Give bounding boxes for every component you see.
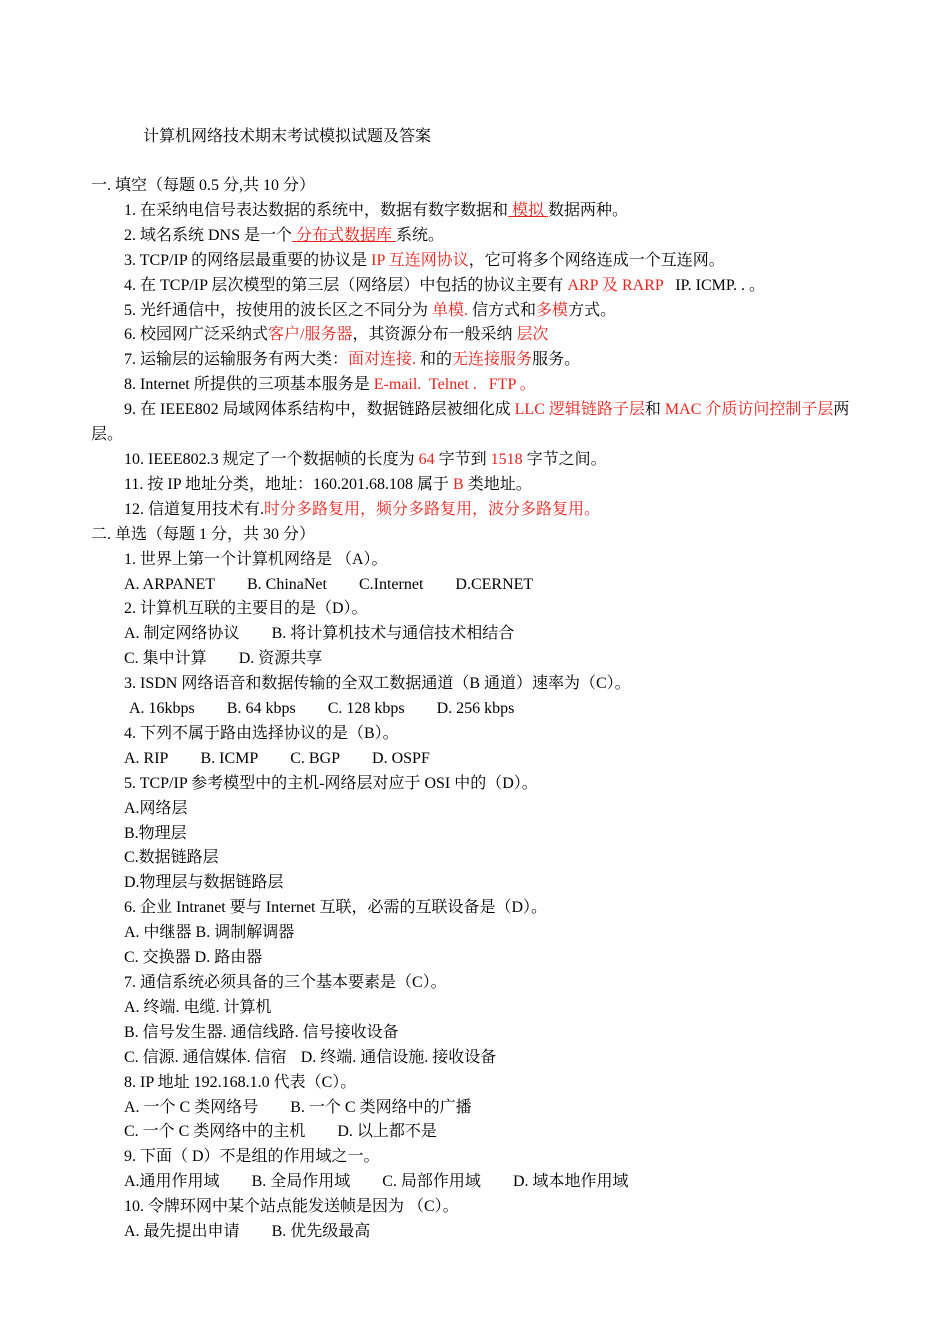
option-text: B. ICMP: [200, 749, 259, 767]
document-body: [91, 174, 861, 1245]
document-title: 计算机网络技术期末考试模拟试题及答案: [143, 128, 432, 145]
question-line: 10. 令牌环网中某个站点能发送帧是因为 （C）。: [124, 1198, 459, 1216]
q6-mid: ，其资源分布一般采纳: [352, 326, 517, 344]
fill-q3: [91, 249, 861, 274]
q4-tail: IP. ICMP. . 。: [663, 276, 765, 294]
q6-answer-1: 客户/服务器: [268, 326, 353, 344]
option-text: D. 以上都不是: [337, 1123, 437, 1141]
q1-text: 1. 在采纳电信号表达数据的系统中，数据有数字数据和: [124, 201, 509, 219]
option-text: C. 一个 C 类网络中的主机: [124, 1123, 306, 1141]
option-text: B. 全局作用域: [251, 1173, 351, 1191]
q10-answer-1: 64: [418, 450, 435, 468]
q5-mid: 信方式和: [468, 301, 537, 319]
fill-q5: [91, 299, 861, 324]
fill-q7: [91, 348, 861, 373]
q1-tail: 数据两种。: [548, 201, 629, 219]
q9-answer-2: MAC 介质访问控制子层: [664, 401, 834, 419]
question-line: C.数据链路层: [124, 849, 219, 867]
fill-q8: [91, 373, 861, 398]
options-line: [91, 1220, 861, 1245]
q4-text: 4. 在 TCP/IP 层次模型的第三层（网络层）中包括的协议主要有: [124, 276, 568, 294]
q5-answer-2: 多模: [536, 301, 569, 319]
option-text: D.CERNET: [455, 575, 534, 593]
option-text: A. RIP: [124, 749, 169, 767]
fill-q10: [91, 448, 861, 473]
q10-mid: 字节到: [434, 450, 491, 468]
question-line: B. 信号发生器. 通信线路. 信号接收设备: [124, 1023, 399, 1041]
q8-answer: E-mail. Telnet . FTP 。: [373, 376, 536, 394]
options-line: [91, 573, 861, 598]
q8-text: 8. Internet 所提供的三项基本服务是: [124, 376, 374, 394]
options-line: [91, 1046, 861, 1071]
option-text: C. 信源. 通信媒体. 信宿: [124, 1048, 287, 1066]
q10-tail: 字节之间。: [522, 450, 607, 468]
fill-q2: [91, 224, 861, 249]
q3-tail: ，它可将多个网络连成一个互连网。: [468, 251, 725, 269]
option-text: D. OSPF: [372, 749, 430, 767]
question-line: A. 中继器 B. 调制解调器: [124, 924, 295, 942]
q10-answer-2: 1518: [490, 450, 523, 468]
q2-text: 2. 域名系统 DNS 是一个: [124, 226, 293, 244]
option-text: A. 一个 C 类网络号: [124, 1098, 259, 1116]
option-text: A. 最先提出申请: [124, 1223, 240, 1241]
option-text: B. ChinaNet: [246, 575, 327, 593]
options-line: [91, 747, 861, 772]
question-line: 5. TCP/IP 参考模型中的主机-网络层对应于 OSI 中的（D）。: [124, 774, 538, 792]
q10-text: 10. IEEE802.3 规定了一个数据帧的长度为: [124, 450, 419, 468]
q12-answer: 时分多路复用，频分多路复用，波分多路复用。: [264, 500, 601, 518]
option-text: D. 终端. 通信设施. 接收设备: [300, 1048, 497, 1066]
q11-tail: 类地址。: [463, 475, 532, 493]
option-text: B. 一个 C 类网络中的广播: [290, 1098, 472, 1116]
option-text: A. 制定网络协议: [124, 625, 240, 643]
option-text: A. ARPANET: [124, 575, 215, 593]
question-line: 7. 通信系统必须具备的三个基本要素是（C）。: [124, 974, 447, 991]
q9-mid: 和: [644, 401, 665, 419]
q6-answer-2: 层次: [516, 326, 549, 344]
q5-tail: 方式。: [568, 301, 617, 319]
q2-answer: 分布式数据库: [292, 226, 397, 244]
fill-q6: [91, 323, 861, 348]
q9-text: 9. 在 IEEE802 局域网体系结构中，数据链路层被细化成: [124, 401, 515, 419]
q11-text: 11. 按 IP 地址分类，地址：160.201.68.108 属于: [124, 475, 454, 493]
q11-answer: B: [453, 475, 464, 493]
question-line: B.物理层: [124, 824, 187, 842]
question-line: 6. 企业 Intranet 要与 Internet 互联，必需的互联设备是（D）。: [124, 899, 548, 917]
question-line: 3. ISDN 网络语音和数据传输的全双工数据通道（B 通道）速率为（C）。: [124, 675, 631, 693]
question-line: A. 终端. 电缆. 计算机: [124, 998, 272, 1016]
option-text: D. 域本地作用域: [512, 1173, 629, 1191]
section1-heading: 一. 填空（每题 0.5 分,共 10 分）: [91, 177, 316, 194]
multiple-choice-list: [91, 548, 861, 1245]
options-line: [91, 622, 861, 647]
fill-q9: [91, 398, 861, 448]
q7-answer-2: 无连接服务: [452, 351, 533, 369]
question-line: A.网络层: [124, 799, 188, 817]
option-text: B. 优先级最高: [271, 1223, 371, 1241]
q5-answer-1: 单模.: [432, 301, 469, 319]
fill-q4: [91, 274, 861, 299]
fill-q1: [91, 199, 861, 224]
q12-text: 12. 信道复用技术有.: [124, 500, 265, 518]
q5-text: 5. 光纤通信中，按使用的波长区之不同分为: [124, 301, 433, 319]
options-line: [91, 1120, 861, 1145]
option-text: B. 64 kbps: [226, 700, 296, 718]
option-text: C. 128 kbps: [327, 700, 405, 718]
q7-mid: 和的: [416, 351, 453, 369]
q7-tail: 服务。: [532, 351, 581, 369]
fill-q11: [91, 473, 861, 498]
q4-answer: ARP 及 RARP: [567, 276, 664, 294]
options-line: [91, 697, 861, 722]
option-text: A.通用作用域: [124, 1173, 220, 1191]
question-line: 1. 世界上第一个计算机网络是 （A）。: [124, 550, 388, 568]
q3-answer: IP 互连网协议: [371, 251, 469, 269]
q7-answer-1: 面对连接.: [348, 351, 417, 369]
q6-text: 6. 校园网广泛采纳式: [124, 326, 269, 344]
q9-answer-1: LLC 逻辑链路子层: [514, 401, 645, 419]
q9-tail: 两层。: [91, 401, 850, 444]
question-line: 4. 下列不属于路由选择协议的是（B）。: [124, 724, 399, 742]
option-text: C. BGP: [290, 749, 341, 767]
option-text: D. 256 kbps: [436, 700, 515, 718]
question-line: 2. 计算机互联的主要目的是（D）。: [124, 600, 368, 618]
question-line: D.物理层与数据链路层: [124, 874, 284, 892]
option-text: C. 集中计算: [124, 650, 207, 668]
options-line: [91, 647, 861, 672]
option-text: A. 16kbps: [129, 700, 195, 718]
fill-q12: [91, 498, 861, 523]
option-text: C.Internet: [358, 575, 424, 593]
section2-heading: 二. 单选（每题 1 分，共 30 分）: [91, 525, 316, 543]
options-line: [91, 1096, 861, 1121]
question-line: C. 交换器 D. 路由器: [124, 949, 263, 967]
options-line: [91, 1170, 861, 1195]
question-line: 9. 下面（ D）不是组的作用域之一。: [124, 1148, 380, 1166]
q7-text: 7. 运输层的运输服务有两大类：: [124, 351, 349, 369]
q1-answer: 模拟: [508, 201, 549, 219]
option-text: C. 局部作用域: [382, 1173, 481, 1191]
option-text: D. 资源共享: [238, 650, 323, 668]
question-line: 8. IP 地址 192.168.1.0 代表（C）。: [124, 1073, 357, 1091]
q2-tail: 系统。: [396, 226, 445, 244]
option-text: B. 将计算机技术与通信技术相结合: [271, 625, 515, 643]
q3-text: 3. TCP/IP 的网络层最重要的协议是: [124, 251, 372, 269]
